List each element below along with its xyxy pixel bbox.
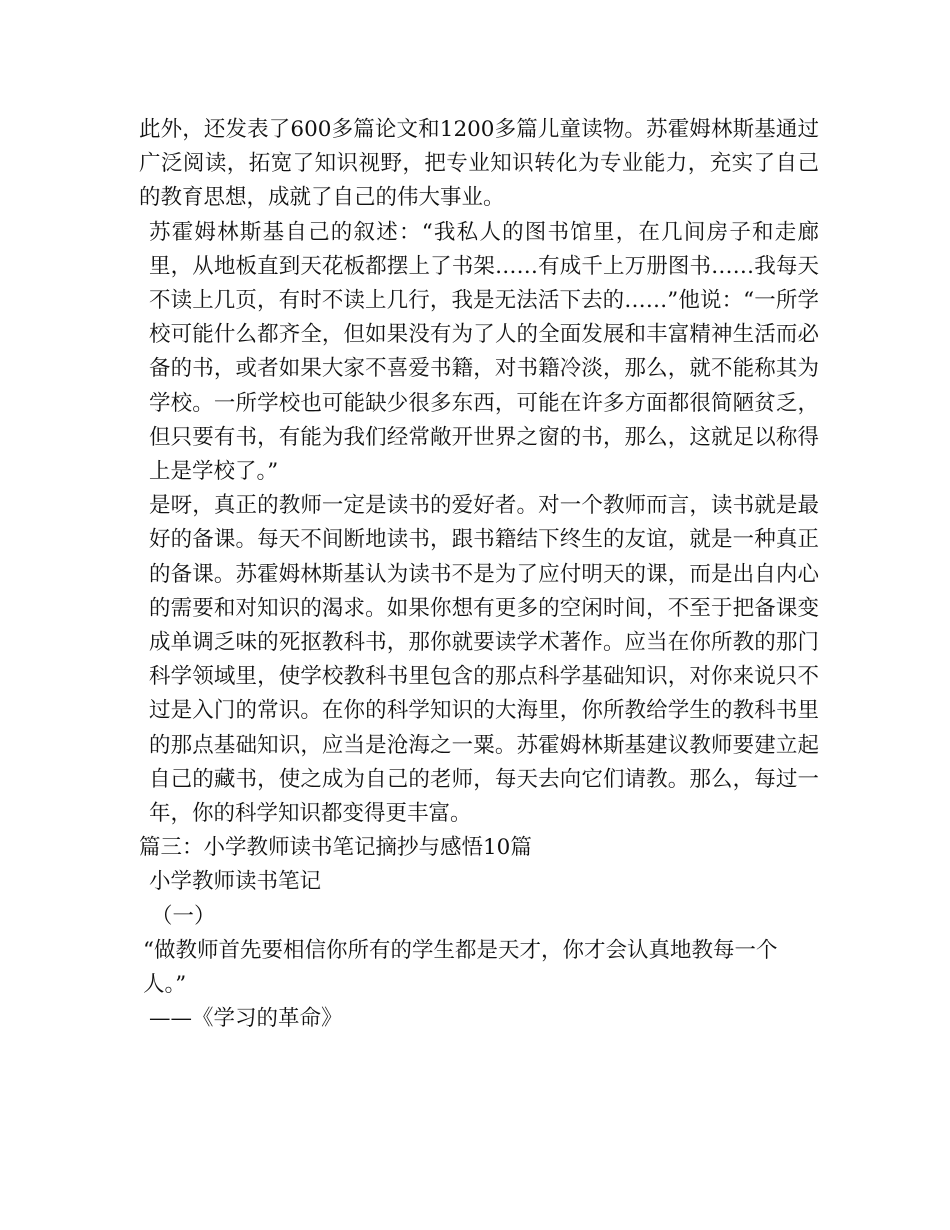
document-body bbox=[139, 113, 819, 1036]
sub-heading: 小学教师读书笔记 bbox=[149, 869, 322, 895]
quote-source: ——《学习的革命》 bbox=[149, 1006, 343, 1032]
paragraph-publications: 此外，还发表了600多篇论文和1200多篇儿童读物。苏霍姆林斯基通过广泛阅读，拓宽了知识视野，把专业知识转化为专业能力，充实了自己的教育思想，成就了自己的伟大事业。 bbox=[139, 117, 819, 211]
paragraph-reading-as-preparation: 是呀，真正的教师一定是读书的爱好者。对一个教师而言，读书就是最好的备课。每天不间断地读书，跟书籍结下终生的友谊，就是一种真正的备课。苏霍姆林斯基认为读书不是为了应付明天的课，而是出自内心的需要和对知识的渴求。如果你想有更多的空闲时间，不至于把备课变成单调乏味的死抠教科书，那你就要读学术著作。应当在你所教的那门科学领域里，使学校教科书里包含的那点科学基础知识，对你来说只不过是入门的常识。在你的科学知识的大海里，你所教给学生的教科书里的那点基础知识，应当是沧海之一粟。苏霍姆林斯基建议教师要建立起自己的藏书，使之成为自己的老师，每天去向它们请教。那么，每过一年，你的科学知识都变得更丰富。 bbox=[149, 493, 819, 827]
item-number: （一） bbox=[151, 903, 216, 929]
paragraph-library-quote: 苏霍姆林斯基自己的叙述：“我私人的图书馆里，在几间房子和走廊里，从地板直到天花板都摆上了书架……有成千上万册图书……我每天不读上几页，有时不读上几行，我是无法活下去的……”他说：“一所学校可能什么都齐全，但如果没有为了人的全面发展和丰富精神生活而必备的书，或者如果大家不喜爱书籍，对书籍冷淡，那么，就不能称其为学校。一所学校也可能缺少很多东西，可能在许多方面都很简陋贫乏，但只要有书，有能为我们经常敞开世界之窗的书，那么，这就足以称得上是学校了。” bbox=[149, 219, 819, 485]
section-heading: 篇三：小学教师读书笔记摘抄与感悟10篇 bbox=[139, 835, 532, 861]
quote-text: “做教师首先要相信你所有的学生都是天才，你才会认真地教每一个人。” bbox=[143, 937, 778, 998]
